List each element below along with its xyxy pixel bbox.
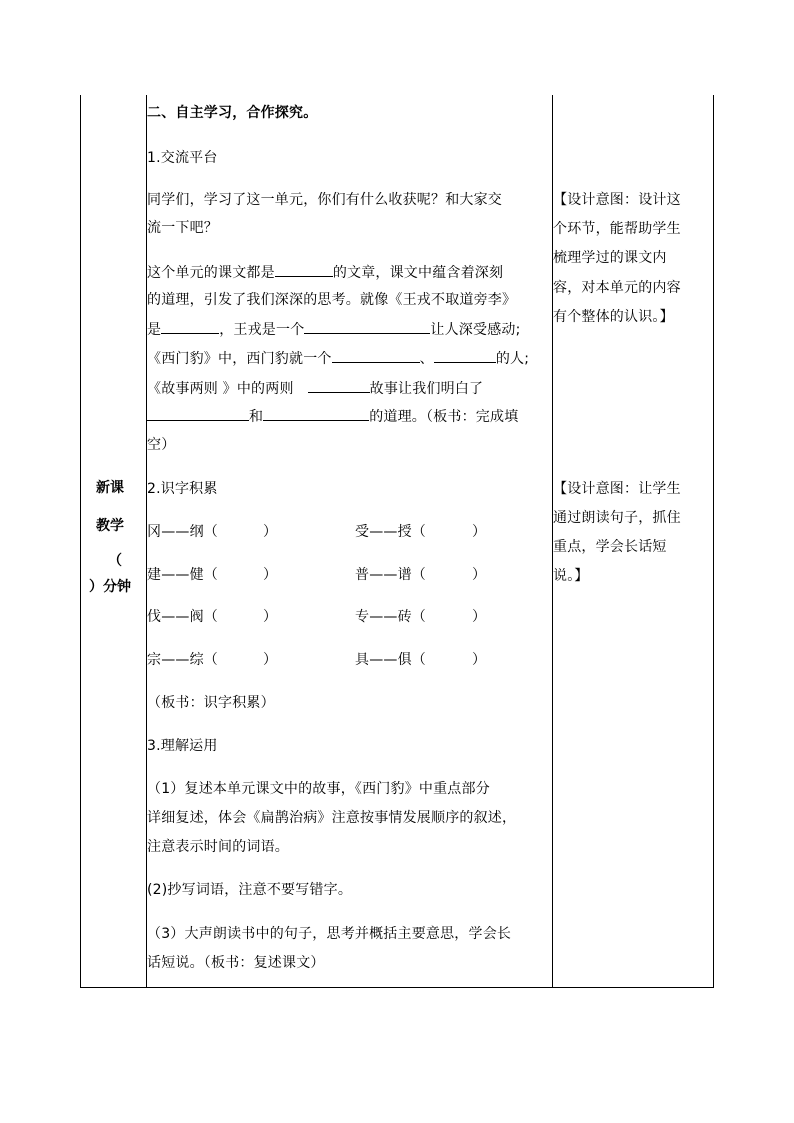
table-right-border [713,95,714,988]
stage-label-4: ）分钟 [89,579,131,595]
char-pair-right-2: 普——谱（ [355,567,426,583]
section3-item1-line1: （1）复述本单元课文中的故事，《西门豹》中重点部分 [147,781,490,797]
blank[interactable] [304,319,430,334]
char-pair-right-4: 具——俱（ [355,652,426,668]
section3-title: 3.理解运用 [147,738,218,754]
stage-label-2: 教学 [96,518,124,534]
stage-label-3: （ [108,553,122,569]
char-pair-right-1: 受——授（ [355,524,426,540]
section3-item1-line2: 详细复述，体会《扁鹊治病》注意按事情发展顺序的叙述， [147,810,517,826]
table-left-border [80,95,81,988]
blank[interactable] [275,262,333,277]
stage-label-1: 新课 [96,480,124,496]
fill-line-6: 和 的道理。（板书：完成填 [147,406,518,427]
design-intent-1-line1: 【设计意图：设计这 [553,192,681,208]
char-pair-left-1-end: ） [263,524,278,540]
char-pair-right-4-end: ） [472,652,487,668]
fill-line-4: 《西门豹》中，西门豹就一个 、 的人; [147,348,529,369]
section1-paragraph-line2: 流一下吧？ [147,220,218,236]
design-intent-2-line2: 通过朗读句子，抓住 [553,510,681,526]
char-pair-left-4-end: ） [263,652,278,668]
section2-note: （板书：识字积累） [147,695,275,711]
section-heading: 二、自主学习，合作探究。 [147,105,318,121]
design-intent-2-line1: 【设计意图：让学生 [553,481,681,497]
section3-item1-line3: 注意表示时间的词语。 [147,839,289,855]
section1-paragraph-line1: 同学们，学习了这一单元，你们有什么收获呢？和大家交 [147,192,502,208]
fill-line-2: 的道理，引发了我们深深的思考。就像《王戎不取道旁李》 [147,292,517,308]
char-pair-right-3: 专——砖（ [355,609,426,625]
design-intent-1-line4: 容，对本单元的内容 [553,280,681,296]
blank[interactable] [308,378,370,393]
char-pair-right-2-end: ） [472,567,487,583]
blank[interactable] [161,319,219,334]
design-intent-1-line5: 有个整体的认识。】 [553,309,674,325]
char-pair-left-3-end: ） [263,609,278,625]
char-pair-left-4: 宗——综（ [147,652,218,668]
blank[interactable] [434,348,496,363]
fill-line-7: 空） [147,437,176,453]
design-intent-1-line2: 个环节，能帮助学生 [553,221,681,237]
char-pair-right-3-end: ） [472,609,487,625]
table-bottom-border [80,987,714,988]
blank[interactable] [147,406,249,421]
section1-title: 1.交流平台 [147,150,218,166]
section2-title: 2.识字积累 [147,481,218,497]
fill-line-5: 《故事两则 》中的两则 故事让我们明白了 [147,378,483,399]
fill-line-1: 这个单元的课文都是 的文章，课文中蕴含着深刻 [147,262,503,283]
char-pair-left-1: 冈——纲（ [147,524,218,540]
design-intent-2-line4: 说。】 [553,568,589,584]
char-pair-left-2: 建——健（ [147,567,218,583]
blank[interactable] [332,348,420,363]
char-pair-left-2-end: ） [263,567,278,583]
design-intent-1-line3: 梳理学过的课文内 [553,250,667,266]
fill-line-3: 是 ，王戎是一个 让人深受感动; [147,319,521,340]
design-intent-2-line3: 重点，学会长话短 [553,539,667,555]
section3-item3-line2: 话短说。（板书：复述课文） [147,955,325,971]
char-pair-left-3: 伐——阀（ [147,609,218,625]
blank[interactable] [263,406,369,421]
section3-item2: (2)抄写词语，注意不要写错字。 [147,882,353,898]
char-pair-right-1-end: ） [472,524,487,540]
section3-item3-line1: （3）大声朗读书中的句子，思考并概括主要意思，学会长 [147,926,512,942]
